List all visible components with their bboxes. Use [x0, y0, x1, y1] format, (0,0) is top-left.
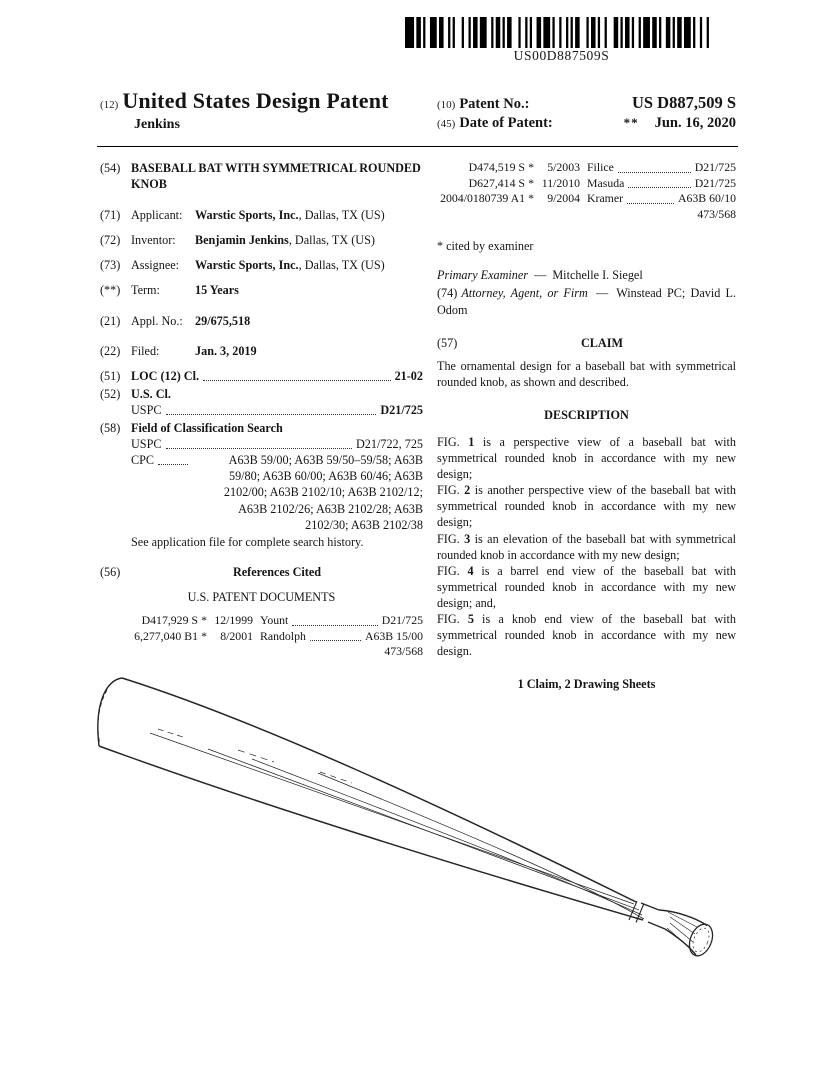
field-code-22: (22) [100, 343, 121, 358]
field-code-term: (**) [100, 283, 121, 298]
field-search-uspc-value: D21/722, 725 [355, 437, 423, 452]
citation-class: D21/725 [694, 175, 736, 190]
loc-class-row [100, 368, 423, 384]
appl-no-row [100, 313, 423, 329]
citation-star: * [528, 160, 534, 174]
uspc-label: USPC [131, 402, 162, 417]
field-code-45: (45) [437, 118, 456, 130]
bat-top-edge [122, 678, 636, 902]
field-code-72: (72) [100, 233, 121, 248]
assignee-name: Warstic Sports, Inc. [195, 258, 299, 273]
header-divider [97, 146, 738, 147]
appl-no-label: Appl. No.: [131, 313, 183, 328]
citation-name: Yount [260, 612, 289, 627]
date-of-patent-label: Date of Patent: [459, 115, 553, 131]
primary-examiner-name: Mitchelle I. Siegel [552, 268, 643, 283]
bat-handle-bottom [648, 922, 665, 929]
citation-star: * [201, 612, 207, 627]
citation-star: * [528, 175, 534, 190]
inventor-row [100, 232, 423, 248]
dot-leader [627, 203, 674, 204]
citation-row [437, 176, 736, 192]
assignee-value [195, 257, 385, 273]
figure-baseball-bat [0, 633, 835, 1045]
citation-date: 11/2010 [541, 175, 580, 190]
field-code-71: (71) [100, 208, 121, 223]
em-dash: — [596, 286, 609, 301]
cpc-classes-line4: A63B 2102/26; A63B 2102/28; A63B [238, 501, 423, 516]
citation-name: Kramer [587, 191, 624, 206]
description-heading: DESCRIPTION [544, 407, 629, 422]
inventor-location: , Dallas, TX (US) [288, 233, 375, 248]
assignee-label: Assignee: [131, 258, 180, 273]
bat-knob-top [659, 910, 707, 926]
term-row [100, 282, 423, 298]
uspc-value: D21/725 [380, 402, 423, 417]
citation-number: D627,414 S [468, 175, 525, 190]
us-cl-label: U.S. Cl. [131, 386, 171, 401]
field-search-heading-row [100, 420, 423, 436]
assignee-row [100, 257, 423, 273]
bat-knob-striation [667, 928, 691, 949]
dot-leader [166, 414, 377, 415]
citation-star: * [528, 191, 534, 206]
us-patent-documents-heading: U.S. PATENT DOCUMENTS [187, 589, 336, 604]
field-code-51: (51) [100, 368, 121, 383]
bat-highlight-dash [158, 729, 186, 738]
bat-contour-line [150, 733, 634, 904]
filed-value: Jan. 3, 2019 [195, 343, 257, 358]
citation-class: D21/725 [694, 160, 736, 174]
citation-class: A63B 60/10 [677, 191, 736, 206]
term-marker-stars: ** [623, 115, 639, 130]
attorney-label: Attorney, Agent, or Firm [461, 286, 588, 301]
dot-leader [166, 448, 352, 449]
citation-name: Masuda [587, 175, 625, 190]
citation-number: 2004/0180739 A1 [440, 191, 525, 206]
header-left [100, 88, 430, 133]
field-code-74: (74) [437, 286, 458, 301]
invention-title-row [100, 160, 423, 192]
patent-no-label: Patent No.: [459, 96, 530, 112]
citation-number: D417,929 S [141, 612, 198, 627]
document-title: United States Design Patent [122, 88, 389, 113]
claim-heading-row [437, 335, 736, 351]
citation-list-right [437, 160, 736, 222]
field-code-10: (10) [437, 99, 456, 111]
cpc-classes-line5: 2102/30; A63B 2102/38 [305, 517, 423, 532]
fig4-description: FIG. 4 is a barrel end view of the baseball bat with symmetrical rounded knob in accordance with my new design; and, [437, 563, 737, 610]
bat-knob-end-cap-rim [690, 926, 712, 954]
citation-row [437, 191, 736, 207]
fig5-description: FIG. 5 is a knob end view of the baseball bat with symmetrical rounded knob in accordance with my new design. [437, 612, 737, 659]
fig2-description: FIG. 2 is another perspective view of the baseball bat with symmetrical rounded knob in accordance with my new design; [437, 483, 736, 530]
primary-examiner-line [437, 267, 736, 283]
bat-barrel-cap [98, 678, 122, 746]
search-history-note: See application file for complete search history. [131, 534, 364, 549]
primary-examiner-label: Primary Examiner [437, 268, 529, 283]
cpc-label: CPC [131, 453, 155, 468]
us-cl-row [100, 386, 423, 402]
loc-class-value: 21-02 [394, 368, 423, 383]
inventor-surname: Jenkins [134, 117, 180, 132]
field-code-52: (52) [100, 386, 121, 401]
fig1-description: FIG. 1 is a perspective view of a baseball bat with symmetrical rounded knob in accordance with my new design; [437, 435, 736, 482]
attorney-line [437, 285, 736, 317]
cpc-classes-line1: A63B 59/00; A63B 59/50–59/58; A63B [228, 453, 423, 468]
cited-by-examiner-note: * cited by examiner [437, 239, 534, 254]
bat-handle-top [641, 903, 659, 910]
term-label: Term: [131, 283, 160, 298]
citation-date: 9/2004 [547, 191, 580, 206]
applicant-location: , Dallas, TX (US) [298, 208, 385, 223]
barcode-number: US00D887509S [513, 48, 610, 63]
citation-class-secondary: 473/568 [697, 206, 736, 221]
barcode [405, 17, 718, 48]
filed-label: Filed: [131, 343, 160, 358]
term-value: 15 Years [195, 283, 239, 298]
uspc-row [131, 402, 423, 418]
invention-title: BASEBALL BAT WITH SYMMETRICAL ROUNDED KNOB [131, 161, 421, 192]
claims-sheets-note: 1 Claim, 2 Drawing Sheets [517, 677, 656, 692]
field-code-73: (73) [100, 258, 121, 273]
references-cited-heading: References Cited [232, 564, 322, 579]
bat-bottom-edge [99, 746, 643, 920]
references-heading-row [100, 564, 423, 580]
dot-leader [292, 625, 377, 626]
citation-class: A63B 15/00 [364, 628, 423, 643]
bat-knob-end-cap [685, 921, 717, 959]
attorney-name: Winstead PC; David L. Odom [437, 286, 737, 317]
field-code-58: (58) [100, 421, 121, 436]
citation-date: 12/1999 [214, 612, 253, 627]
field-code-21: (21) [100, 313, 121, 328]
figure-descriptions [437, 434, 736, 659]
dot-leader [618, 172, 691, 173]
em-dash: — [534, 268, 547, 283]
citation-star: * [201, 628, 207, 643]
citation-name: Randolph [260, 628, 306, 643]
claim-heading: CLAIM [581, 335, 623, 350]
bat-contour-line [318, 773, 644, 919]
citation-class: D21/725 [381, 612, 423, 627]
applicant-name: Warstic Sports, Inc. [195, 208, 299, 223]
citation-date: 8/2001 [220, 628, 253, 643]
citation-row [110, 613, 423, 629]
citation-number: D474,519 S [468, 160, 525, 174]
claim-text: The ornamental design for a baseball bat with symmetrical rounded knob, as shown and described. [437, 358, 736, 389]
inventor-value [195, 232, 375, 248]
patent-no-value: US D887,509 S [631, 93, 736, 112]
uspc-label: USPC [131, 437, 162, 452]
date-of-patent-value: Jun. 16, 2020 [654, 115, 736, 131]
assignee-location: , Dallas, TX (US) [298, 258, 385, 273]
bat-highlight-dash [320, 772, 352, 783]
cpc-row [131, 452, 423, 468]
citation-date: 5/2003 [547, 160, 580, 174]
header-right [437, 93, 736, 132]
fig3-description: FIG. 3 is an elevation of the baseball bat with symmetrical rounded knob in accordance with my new design; [437, 531, 736, 562]
loc-class-label: LOC (12) Cl. [131, 368, 200, 383]
applicant-label: Applicant: [131, 208, 183, 223]
applicant-value [195, 207, 385, 223]
left-column [100, 160, 423, 660]
citation-name: Filice [587, 160, 614, 174]
field-code-56: (56) [100, 564, 121, 579]
kind-code-12: (12) [100, 99, 119, 111]
bat-contour-line [252, 759, 642, 915]
cpc-classes-line2: 59/80; A63B 60/00; A63B 60/46; A63B [228, 469, 423, 484]
cpc-classes-line3: 2102/00; A63B 2102/10; A63B 2102/12; [223, 485, 423, 500]
appl-no-value: 29/675,518 [195, 313, 251, 328]
field-code-57: (57) [437, 335, 458, 350]
field-code-54: (54) [100, 161, 121, 175]
citation-number: 6,277,040 B1 [134, 628, 198, 643]
inventor-label: Inventor: [131, 233, 176, 248]
filed-row [100, 343, 423, 359]
dot-leader [158, 464, 188, 465]
dot-leader [628, 187, 690, 188]
dot-leader [203, 380, 391, 381]
right-column [437, 160, 736, 692]
citation-class-secondary: 473/568 [384, 644, 423, 659]
inventor-name-value: Benjamin Jenkins [195, 233, 289, 248]
applicant-row [100, 207, 423, 223]
field-search-uspc-row [131, 436, 423, 452]
field-search-heading: Field of Classification Search [131, 421, 283, 436]
citation-row [437, 160, 736, 176]
